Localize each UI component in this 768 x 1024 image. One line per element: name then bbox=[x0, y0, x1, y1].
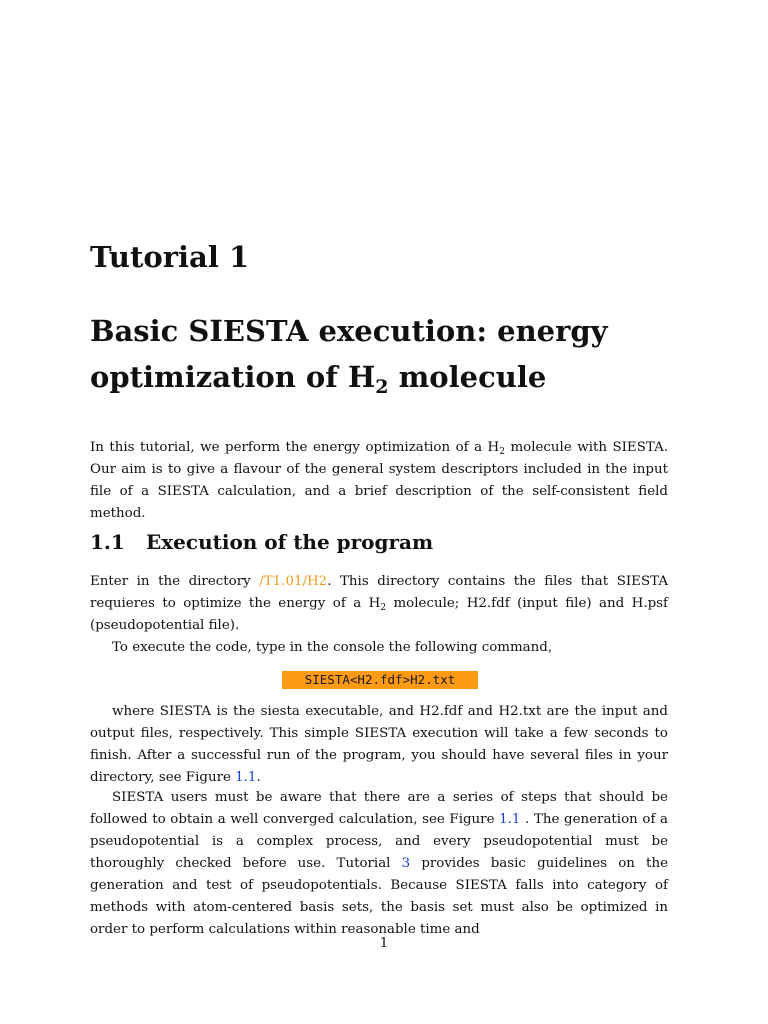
p1-text-2: . This directory contains the files that SIESTA requieres to optimize the energy of a H bbox=[90, 574, 668, 611]
figure-ref-link[interactable]: 1.1 bbox=[499, 812, 521, 827]
intro-subscript: 2 bbox=[499, 447, 505, 457]
paragraph-output bbox=[90, 701, 668, 789]
p1-text-1: Enter in the directory bbox=[90, 574, 260, 589]
chapter-title bbox=[90, 308, 690, 410]
p3-text-2: . bbox=[256, 770, 261, 785]
figure-ref-link[interactable]: 1.1 bbox=[235, 770, 257, 785]
title-subscript: 2 bbox=[375, 376, 389, 398]
intro-text-1: In this tutorial, we perform the energy optimization of a H bbox=[90, 440, 500, 455]
tutorial-ref-link[interactable]: 3 bbox=[401, 856, 411, 871]
section-heading bbox=[90, 530, 433, 554]
p4-text-2: . The generation of a pseudopotential is a complex process, and every pseudopotential must be thoroughly checked before use. Tutorial bbox=[90, 812, 668, 871]
paragraph-directory bbox=[90, 571, 668, 637]
section-number: 1.1 bbox=[90, 530, 125, 554]
section-title: Execution of the program bbox=[146, 530, 434, 554]
p4-text-1: SIESTA users must be aware that there are a series of steps that should be followed to obtain a well converged calculation, see Figure bbox=[90, 790, 668, 827]
command-box: SIESTA<H2.fdf>H2.txt bbox=[282, 671, 478, 689]
p1-subscript: 2 bbox=[380, 603, 387, 613]
page-number: 1 bbox=[379, 936, 389, 951]
title-line-1: Basic SIESTA execution: energy bbox=[90, 314, 608, 348]
p3-text-1: where SIESTA is the siesta executable, and H2.fdf and H2.txt are the input and output files, respectively. This simple SIESTA execution will take a few seconds to finish. After a successful run of the program, you should have several files in your directory, see Figure bbox=[90, 704, 668, 785]
p4-text-3: provides basic guidelines on the generation and test of pseudopotentials. Because SIESTA falls into category of methods with atom-centered basis sets, the basis set must also be optimized in order to perform calculations within reasonable time and bbox=[90, 856, 668, 937]
p1-text-3: molecule; H2.fdf (input file) and H.psf (pseudopotential file). bbox=[90, 596, 668, 633]
intro-paragraph bbox=[90, 437, 668, 525]
paragraph-steps bbox=[90, 787, 668, 941]
chapter-heading: Tutorial 1 bbox=[90, 240, 250, 274]
intro-text-2: molecule with SIESTA. Our aim is to give a flavour of the general system descriptors included in the input file of a SIESTA calculation, and a brief description of the self-consistent field method. bbox=[90, 440, 668, 521]
paragraph-execute: To execute the code, type in the console the following command, bbox=[112, 640, 553, 655]
title-line-2-suffix: molecule bbox=[388, 360, 547, 394]
directory-link[interactable]: /T1.01/H2 bbox=[259, 574, 328, 589]
title-line-2-prefix: optimization of H bbox=[90, 360, 376, 394]
